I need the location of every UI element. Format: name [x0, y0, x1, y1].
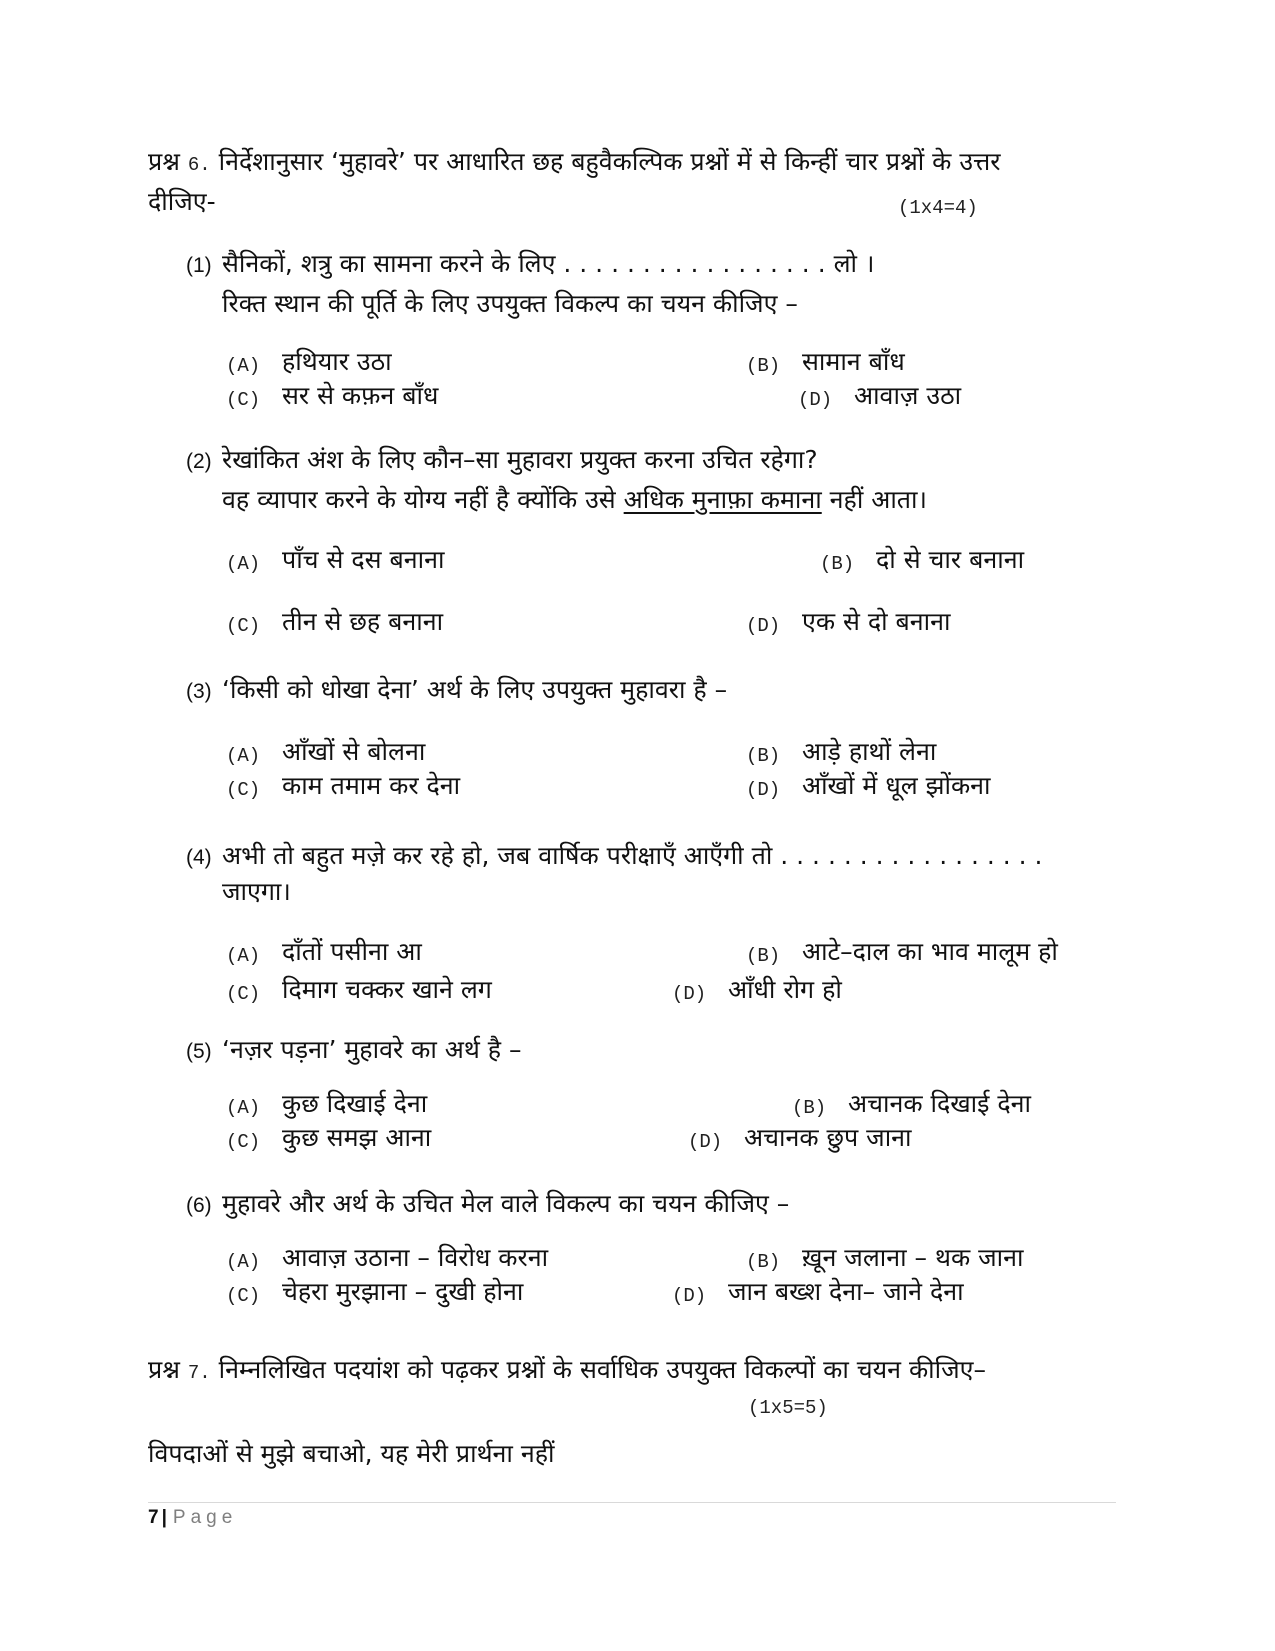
q6-item1-line2: रिक्त स्थान की पूर्ति के लिए उपयुक्त विकल्प का चयन कीजिए –: [222, 289, 798, 318]
q6-item3-optD-text: आँखों में धूल झोंकना: [802, 771, 991, 800]
q6-item6-line1: मुहावरे और अर्थ के उचित मेल वाले विकल्प का चयन कीजिए –: [222, 1189, 790, 1218]
q6-item2-optA-label: (A): [226, 553, 261, 575]
page-footer: [148, 1504, 237, 1532]
q6-item4-optB-text: आटे–दाल का भाव मालूम हो: [802, 937, 1058, 966]
q6-item2-optB-label: (B): [820, 553, 855, 575]
q6-item2-line1: रेखांकित अंश के लिए कौन–सा मुहावरा प्रयुक्त करना उचित रहेगा?: [222, 445, 818, 474]
q6-heading-line1: [148, 146, 1001, 181]
q6-instruction: निर्देशानुसार ‘मुहावरे’ पर आधारित छह बहुवैकल्पिक प्रश्नों में से किन्हीं चार प्रश्नों के उत्तर: [218, 147, 1001, 176]
q6-item5-optC-text: कुछ समझ आना: [282, 1123, 432, 1152]
q6-item3-optA-text: आँखों से बोलना: [282, 737, 426, 766]
q6-item3-number: (3): [186, 680, 212, 703]
q6-item6-optC-label: (C): [226, 1285, 261, 1307]
q6-item5-optA-text: कुछ दिखाई देना: [282, 1089, 428, 1118]
q6-item5-number: (5): [186, 1040, 212, 1063]
q6-item1-optC-text: सर से कफ़न बाँध: [282, 381, 439, 410]
q6-item2-optD-label: (D): [746, 615, 781, 637]
q6-item5-optC-label: (C): [226, 1131, 261, 1153]
q6-item6-optA-label: (A): [226, 1251, 261, 1273]
q6-item2-optC-text: तीन से छह बनाना: [282, 607, 444, 636]
q6-item3-line1: ‘किसी को धोखा देना’ अर्थ के लिए उपयुक्त मुहावरा है –: [222, 675, 728, 704]
q6-item5-optD-label: (D): [688, 1131, 723, 1153]
q6-item1-optB-text: सामान बाँध: [802, 347, 905, 376]
q6-item4-optD-label: (D): [672, 983, 707, 1005]
q6-item4-number: (4): [186, 846, 212, 869]
q6-item1-optB-label: (B): [746, 355, 781, 377]
q6-item4-optC-text: दिमाग चक्कर खाने लग: [282, 975, 492, 1004]
q7-poem-line: विपदाओं से मुझे बचाओ, यह मेरी प्रार्थना नहीं: [148, 1439, 555, 1468]
q6-item2-optD-text: एक से दो बनाना: [802, 607, 951, 636]
q6-item4-optC-label: (C): [226, 983, 261, 1005]
q6-item6-optD-text: जान बख्श देना– जाने देना: [728, 1277, 964, 1306]
q6-item4-line1: अभी तो बहुत मज़े कर रहे हो, जब वार्षिक परीक्षाएँ आएँगी तो . . . . . . . . . . . . . . . . .: [222, 841, 1043, 870]
q6-item1-line1: सैनिकों, शत्रु का सामना करने के लिए . . . . . . . . . . . . . . . . . लो ।: [222, 249, 875, 278]
q6-item5-optB-label: (B): [792, 1097, 827, 1119]
q6-item1-optA-text: हथियार उठा: [282, 347, 392, 376]
q6-item2-line2-pre: वह व्यापार करने के योग्य नहीं है क्योंकि उसे: [222, 485, 624, 514]
q6-heading-line2: दीजिए-: [148, 187, 216, 216]
q6-item3-optC-text: काम तमाम कर देना: [282, 771, 461, 800]
q6-item3-optB-text: आड़े हाथों लेना: [802, 737, 937, 766]
q6-item3-optA-label: (A): [226, 745, 261, 767]
footer-separator: |: [161, 1507, 167, 1528]
q6-prefix: प्रश्न: [148, 147, 180, 176]
footer-divider: [148, 1502, 1116, 1503]
q6-item3-optD-label: (D): [746, 779, 781, 801]
q7-instruction: निम्नलिखित पदयांश को पढ़कर प्रश्नों के सर्वाधिक उपयुक्त विकल्पों का चयन कीजिए–: [218, 1355, 986, 1384]
q6-item2-optC-label: (C): [226, 615, 261, 637]
q6-item2-line2-post: नहीं आता।: [821, 485, 928, 514]
q6-item3-optC-label: (C): [226, 779, 261, 801]
q6-marks: (1x4=4): [898, 197, 978, 219]
q6-item2-line2: [222, 484, 927, 516]
q6-item6-optC-text: चेहरा मुरझाना – दुखी होना: [282, 1277, 524, 1306]
q6-number: 6.: [187, 154, 211, 176]
q6-item1-number: (1): [186, 254, 212, 277]
q6-item6-optA-text: आवाज़ उठाना – विरोध करना: [282, 1243, 549, 1272]
q6-item4-optA-label: (A): [226, 945, 261, 967]
q6-item5-line1: ‘नज़र पड़ना’ मुहावरे का अर्थ है –: [222, 1035, 522, 1064]
q6-item4-optD-text: आँधी रोग हो: [728, 975, 842, 1004]
q6-item4-optA-text: दाँतों पसीना आ: [282, 937, 422, 966]
q6-item6-optB-label: (B): [746, 1251, 781, 1273]
q6-item5-optB-text: अचानक दिखाई देना: [848, 1089, 1031, 1118]
q7-heading-line1: [148, 1354, 986, 1389]
q7-prefix: प्रश्न: [148, 1355, 180, 1384]
q6-item5-optD-text: अचानक छुप जाना: [744, 1123, 912, 1152]
q6-item2-optA-text: पाँच से दस बनाना: [282, 545, 445, 574]
page-number: 7: [148, 1507, 159, 1528]
q6-item1-optD-label: (D): [798, 389, 833, 411]
q6-item6-optD-label: (D): [672, 1285, 707, 1307]
q6-item2-underlined-phrase: अधिक मुनाफ़ा कमाना: [623, 485, 822, 514]
q6-item4-line2: जाएगा।: [222, 877, 291, 906]
q6-item1-optA-label: (A): [226, 355, 261, 377]
q6-item5-optA-label: (A): [226, 1097, 261, 1119]
q6-item4-optB-label: (B): [746, 945, 781, 967]
q6-item6-optB-text: ख़ून जलाना – थक जाना: [802, 1243, 1024, 1272]
q7-marks: (1x5=5): [748, 1397, 828, 1419]
q6-item3-optB-label: (B): [746, 745, 781, 767]
q7-number: 7.: [187, 1362, 211, 1384]
q6-item1-optC-label: (C): [226, 389, 261, 411]
q6-item2-optB-text: दो से चार बनाना: [876, 545, 1025, 574]
q6-item2-number: (2): [186, 450, 212, 473]
q6-item6-number: (6): [186, 1194, 212, 1217]
q6-item1-optD-text: आवाज़ उठा: [854, 381, 962, 410]
page-label: Page: [172, 1507, 238, 1528]
